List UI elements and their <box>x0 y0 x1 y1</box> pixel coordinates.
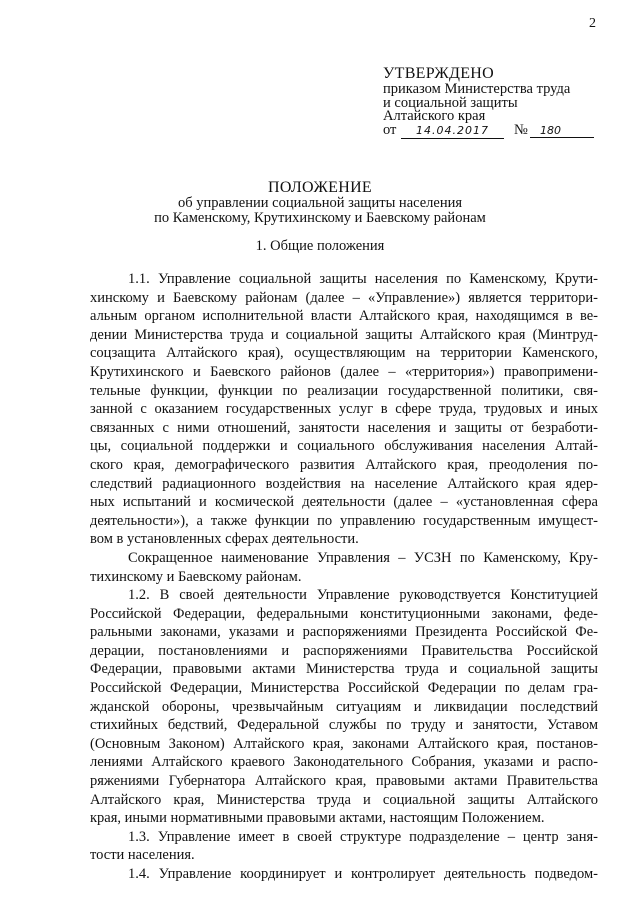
body-line: Российской Федерации, федеральными конституционными законами, феде- <box>90 605 598 622</box>
body-line: Крутихинского и Баевского районов (далее – «территория») правопримени- <box>90 363 598 380</box>
document-title-block <box>0 179 640 226</box>
body-line: края, иными нормативными правовыми актами, настоящим Положением. <box>90 810 545 827</box>
body-line: цы, социальной поддержки и социального обслуживания населения Алтай- <box>90 438 598 455</box>
approval-number: 180 <box>530 124 594 138</box>
body-line: ральными законами, указами и распоряжениями Президента Российской Фе- <box>90 624 598 641</box>
body-line: 1.2. В своей деятельности Управление руководствуется Конституцией <box>128 587 598 604</box>
body-line: хинскому и Баевскому районам (далее – «Управление») является территори- <box>90 289 598 306</box>
body-line: дении Министерства труда и социальной защиты Алтайского края (Минтруд- <box>90 326 598 343</box>
body-line: жданской обороны, чрезвычайным ситуациям и ликвидации последствий <box>90 698 598 715</box>
body-line: Алтайского края, Министерства труда и социальной защиты Алтайского <box>90 791 598 808</box>
body-line: следствий радиационного воздействия на население Алтайского края ядер- <box>90 475 598 492</box>
approval-heading: УТВЕРЖДЕНО <box>383 65 495 82</box>
body-line: тости населения. <box>90 847 195 864</box>
body-line: альным органом исполнительной власти Алтайского края, находящимся в ве- <box>90 308 598 325</box>
body-line: вом в установленных сферах деятельности. <box>90 531 359 548</box>
body-line: 1.3. Управление имеет в своей структуре подразделение – центр заня- <box>128 828 598 845</box>
body-line: занной с оказанием государственных услуг в сфере труда, трудовых и иных <box>90 401 598 418</box>
body-line: лениями Алтайского краевого Законодательного Собрания, указами и распо- <box>90 754 598 771</box>
body-line: 1.4. Управление координирует и контролирует деятельность подведом- <box>128 866 598 882</box>
document-title: ПОЛОЖЕНИЕ <box>267 179 372 196</box>
body-line: стихийных бедствий, Федеральной службы по труду и занятости, Уставом <box>90 717 598 734</box>
body-line: (Основным Законом) Алтайского края, законами Алтайского края, постанов- <box>90 735 598 752</box>
body-text <box>90 270 598 884</box>
body-line: ряжениями Губернатора Алтайского края, правовыми актами Правительства <box>90 773 598 790</box>
date-prefix: от <box>383 121 397 138</box>
document-subtitle-line: об управлении социальной защиты населения <box>177 195 463 211</box>
body-line: ского края, демографического развития Алтайского края, преодоления по- <box>90 456 598 473</box>
body-line: деятельности»), а также функции по управлению государственным имущест- <box>90 512 598 529</box>
document-subtitle-line: по Каменскому, Крутихинскому и Баевскому районам <box>154 210 486 226</box>
approval-line: приказом Министерства труда <box>383 81 571 97</box>
body-line: ных испытаний и космической деятельности (далее – «установленная сфера <box>90 494 598 511</box>
approval-date-number-line <box>383 121 623 138</box>
body-line: 1.1. Управление социальной защиты населения по Каменскому, Крути- <box>128 271 598 287</box>
approval-stamp <box>383 64 623 138</box>
approval-date: 14.04.2017 <box>401 124 504 139</box>
section-heading: 1. Общие положения <box>255 238 385 254</box>
body-line: тихинскому и Баевскому районам. <box>90 568 302 585</box>
body-line: тельные функции, функции по реализации государственной политики, свя- <box>90 382 598 399</box>
approval-line: и социальной защиты <box>383 94 518 111</box>
body-line: Сокращенное наименование Управления – УСЗН по Каменскому, Кру- <box>128 549 598 566</box>
number-sign: № <box>514 121 528 138</box>
approval-line: Алтайского края <box>383 108 486 124</box>
body-line: соцзащита Алтайского края), осуществляющим на территории Каменского, <box>90 345 598 362</box>
page-number: 2 <box>589 16 596 31</box>
body-line: Российской Федерации, Министерства Российской Федерации по делам гра- <box>90 680 598 697</box>
body-line: Федерации, правовыми актами Министерства труда и социальной защиты <box>90 661 598 678</box>
body-line: дерации, постановлениями и распоряжениями Правительства Российской <box>90 642 598 659</box>
body-line: связанных с ними отношений, занятости населения и защиты от безработи- <box>90 419 598 436</box>
